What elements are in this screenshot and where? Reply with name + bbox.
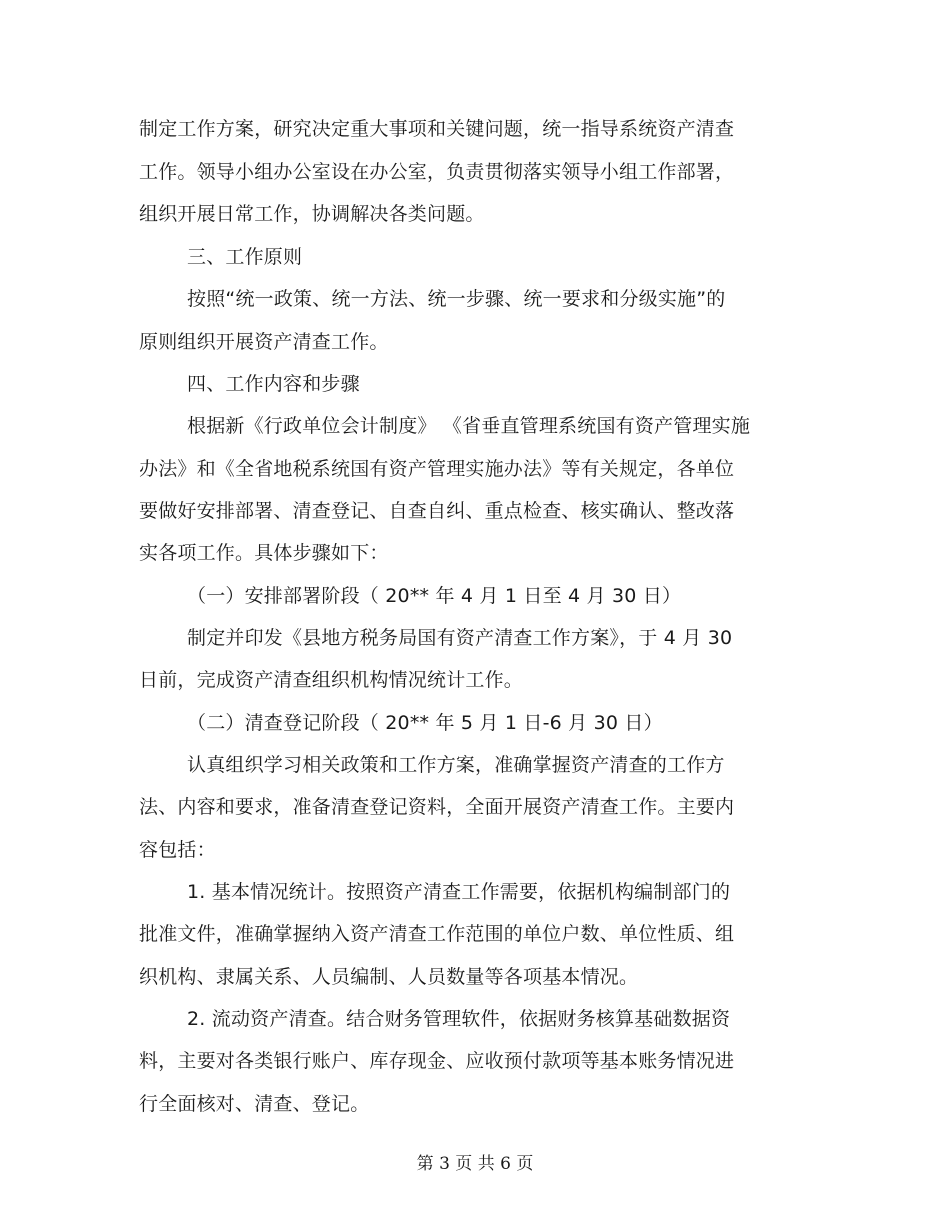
section-heading: 四、工作内容和步骤 <box>187 373 360 395</box>
body-text-line: 制定工作方案，研究决定重大事项和关键问题，统一指导系统资产清查 <box>139 118 735 140</box>
body-text-line: 料，主要对各类银行账户、库存现金、应收预付款项等基本账务情况进 <box>139 1050 735 1072</box>
list-item-text: 2. 流动资产清查。结合财务管理软件，依据财务核算基础数据资 <box>187 1008 731 1030</box>
body-text-line: 织机构、隶属关系、人员编制、人员数量等各项基本情况。 <box>139 966 639 988</box>
body-text-line: 要做好安排部署、清查登记、自查自纠、重点检查、核实确认、整改落 <box>139 500 735 522</box>
body-text-line: 日前，完成资产清查组织机构情况统计工作。 <box>139 669 524 691</box>
body-text-line: 行全面核对、清查、登记。 <box>139 1093 370 1115</box>
body-text-line: 容包括： <box>139 839 216 861</box>
subsection-heading: （一）安排部署阶段（ 20** 年 4 月 1 日至 4 月 30 日） <box>187 585 682 607</box>
body-text-line: 根据新《行政单位会计制度》 《省垂直管理系统国有资产管理实施 <box>187 415 751 437</box>
body-text-line: 原则组织开展资产清查工作。 <box>139 331 389 353</box>
body-text-line: 认真组织学习相关政策和工作方案，准确掌握资产清查的工作方 <box>187 754 725 776</box>
page-number-footer: 第 3 页 共 6 页 <box>416 1154 534 1174</box>
subsection-heading: （二）清查登记阶段（ 20** 年 5 月 1 日-6 月 30 日） <box>187 712 663 734</box>
body-text-line: 批准文件，准确掌握纳入资产清查工作范围的单位户数、单位性质、组 <box>139 923 735 945</box>
section-heading: 三、工作原则 <box>187 246 303 268</box>
list-item-text: 1. 基本情况统计。按照资产清查工作需要，依据机构编制部门的 <box>187 881 731 903</box>
body-text-line: 工作。领导小组办公室设在办公室，负责贯彻落实领导小组工作部署， <box>139 161 735 183</box>
body-text-line: 办法》和《全省地税系统国有资产管理实施办法》等有关规定，各单位 <box>139 458 735 480</box>
body-text-line: 实各项工作。具体步骤如下： <box>139 542 389 564</box>
body-text-line: 法、内容和要求，准备清查登记资料，全面开展资产清查工作。主要内 <box>139 796 735 818</box>
body-text-line: 按照“统一政策、统一方法、统一步骤、统一要求和分级实施”的 <box>187 288 726 310</box>
body-text-line: 组织开展日常工作，协调解决各类问题。 <box>139 203 485 225</box>
body-text-line: 制定并印发《县地方税务局国有资产清查工作方案》，于 4 月 30 <box>187 627 733 649</box>
